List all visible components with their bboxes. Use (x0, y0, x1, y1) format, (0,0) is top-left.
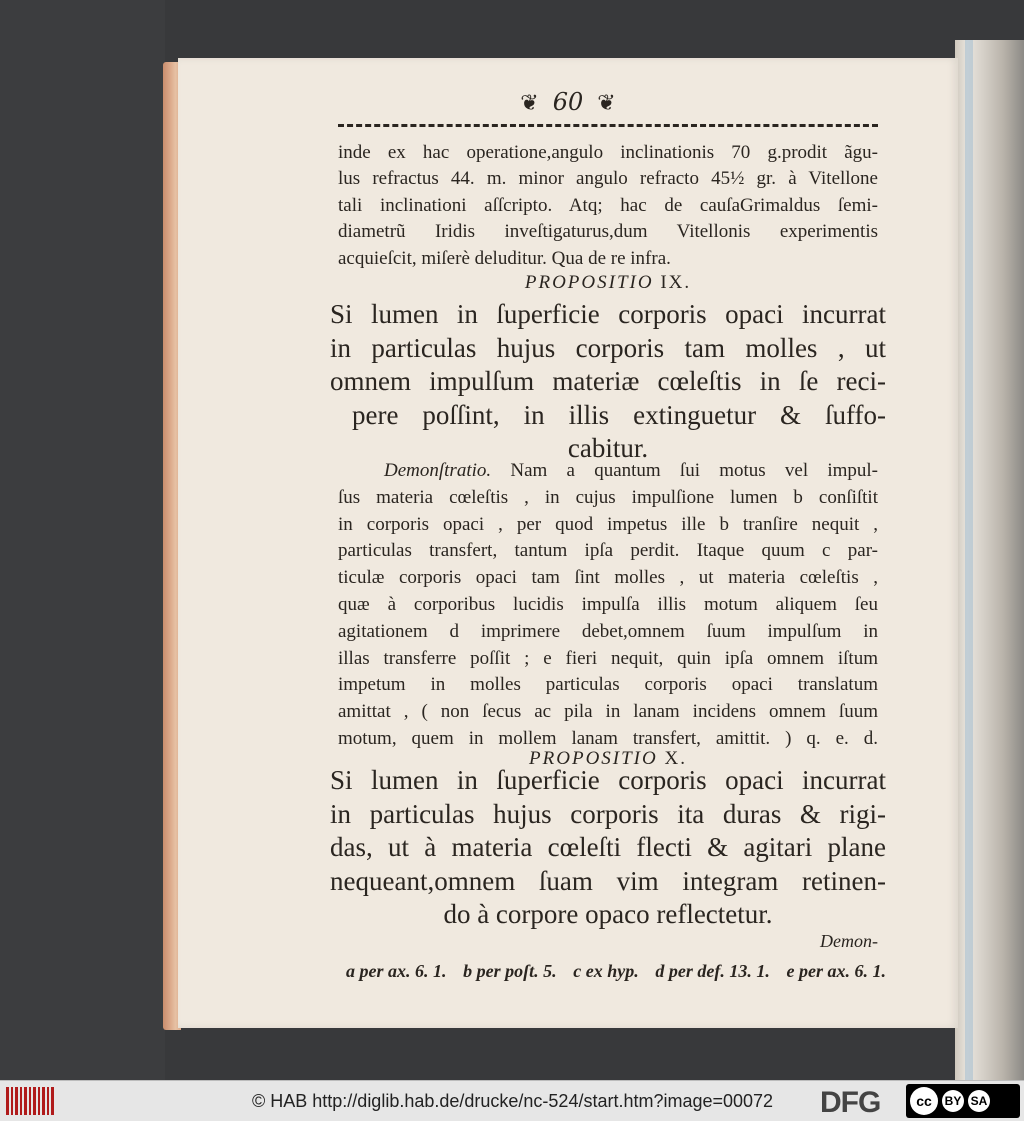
attribution-icon: BY (942, 1090, 964, 1112)
text-line: nequeant,omnem ſuam vim integram retinen- (330, 865, 886, 896)
text-line: in corporis opaci , per quod impetus ille b tranſire nequit , (338, 513, 878, 535)
fleuron-left-icon: ❦ (520, 91, 539, 116)
cc-license-badge[interactable] (906, 1084, 1020, 1118)
proposition-number: IX. (660, 272, 692, 293)
text-line: das, ut à materia cœleſti flecti & agitari plane (330, 832, 886, 862)
text-line: ſus materia cœleſtis , in cujus impulſione lumen b conſiſtit (338, 486, 878, 508)
text-line: amittat , ( non ſecus ac pila in lanam incidens omnem ſuum (338, 701, 878, 723)
proposition-9-heading (338, 272, 878, 294)
demonstration-label: Demonſtratio. (384, 460, 492, 481)
footnote: d per def. 13. 1. (655, 961, 770, 981)
text-line: particulas transfert, tantum ipſa perdit. Itaque quum c par- (338, 540, 878, 562)
footnote: e per ax. 6. 1. (786, 961, 886, 981)
page-number: 60 (552, 88, 584, 116)
text-line: motum, quem in mollem lanam transfert, amittit. ) q. e. d. (338, 727, 878, 749)
text-line: illas transferre poſſit ; e fieri nequit, quin ipſa omnem iſtum (338, 647, 878, 669)
text-line: ticulæ corporis opaci tam ſint molles , ut materia cœleſtis , (338, 567, 878, 589)
book-page (178, 58, 958, 1028)
text-line: Demonſtratio. Nam a quantum ſui motus vel impul- (384, 460, 878, 481)
marginal-notes (346, 961, 886, 982)
text-line: do à corpore opaco reflectetur. (443, 899, 773, 929)
text-line: Si lumen in ſuperficie corporis opaci incurrat (330, 765, 886, 795)
share-alike-icon: SA (968, 1090, 990, 1112)
demonstration-paragraph (338, 458, 878, 753)
fleuron-right-icon: ❦ (597, 91, 616, 116)
dfg-logo[interactable]: DFG (820, 1086, 881, 1119)
proposition-label: PROPOSITIO (524, 272, 654, 293)
proposition-9-text (330, 298, 886, 466)
text-line: pere poſſint, in illis extinguetur & ſuffo- (352, 399, 886, 430)
book-spine (955, 40, 1024, 1080)
text-line: diametrũ Iridis inveſtigaturus,dum Vitellonis experimentis (338, 221, 878, 243)
text-line: in particulas hujus corporis ita duras & rigi- (330, 798, 886, 829)
text-line: tali inclinationi aſſcripto. Atq; hac de cauſaGrimaldus ſemi- (338, 194, 878, 216)
footnote: b per poſt. 5. (463, 961, 557, 981)
catchword: Demon- (820, 931, 878, 951)
text-line: omnem impulſum materiæ cœleſtis in ſe reci- (330, 366, 886, 396)
proposition-number: X. (664, 748, 687, 769)
footnote: c ex hyp. (573, 961, 639, 981)
hab-logo-icon (6, 1087, 54, 1115)
text-line: agitationem d imprimere debet,omnem ſuum impulſum in (338, 620, 878, 642)
book-board (0, 0, 165, 1080)
intro-paragraph (338, 140, 878, 272)
footnote: a per ax. 6. 1. (346, 961, 447, 981)
viewer-footer (0, 1080, 1024, 1121)
running-head (178, 88, 958, 116)
text-line: impetum in molles particulas corporis opaci translatum (338, 674, 878, 696)
text-line: Si lumen in ſuperficie corporis opaci incurrat (330, 299, 886, 329)
proposition-label: PROPOSITIO (529, 748, 658, 769)
head-rule (338, 124, 878, 127)
text-line: lus refractus 44. m. minor angulo refracto 45½ gr. à Vitellone (338, 168, 878, 190)
text-line: inde ex hac operatione,angulo inclinationis 70 g.prodit ãgu- (338, 142, 878, 163)
copyright-link[interactable]: © HAB http://diglib.hab.de/drucke/nc-524/start.htm?image=00072 (252, 1091, 774, 1111)
cc-icon: cc (910, 1087, 938, 1115)
text-line: cabitur. (567, 433, 649, 463)
text-line: in particulas hujus corporis tam molles , ut (330, 332, 886, 363)
text-line: quæ à corporibus lucidis impulſa illis motum aliquem ſeu (338, 593, 878, 615)
text-line: acquieſcit, miſerè deluditur. Qua de re infra. (338, 247, 671, 269)
proposition-10-text (330, 764, 886, 932)
